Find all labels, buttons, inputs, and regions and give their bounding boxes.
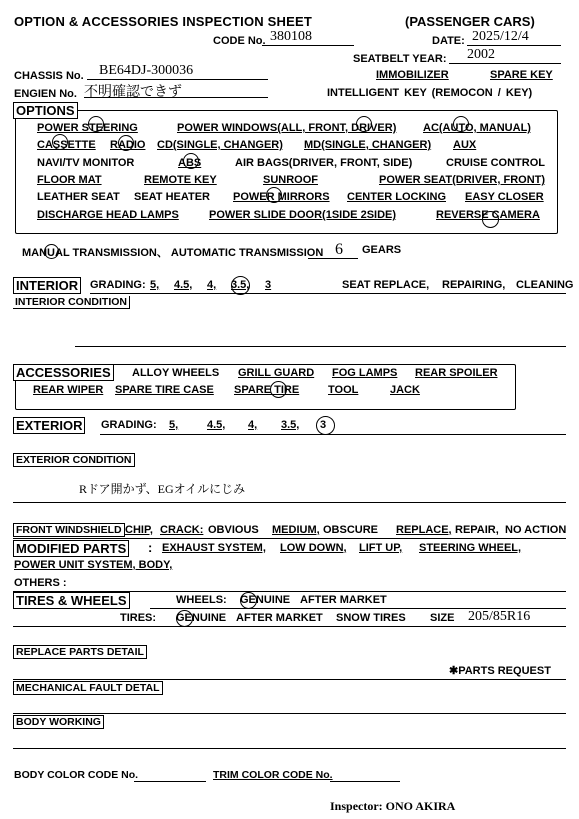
tires-genuine[interactable]: GENUINE	[176, 612, 227, 624]
option-power-windows[interactable]: POWER WINDOWS(ALL, FRONT, DRIVER)	[177, 122, 397, 134]
option-discharge-head-lamps[interactable]: DISCHARGE HEAD LAMPS	[37, 209, 179, 221]
code-value: 380108	[270, 29, 312, 44]
tires-wheels-label: TIRES & WHEELS	[13, 592, 130, 609]
interior-grade-5[interactable]: 5,	[150, 279, 160, 291]
exterior-grade-4-5[interactable]: 4.5,	[207, 419, 226, 431]
option-sunroof[interactable]: SUNROOF	[263, 174, 318, 186]
mark-circle	[118, 135, 134, 151]
acc-tool[interactable]: TOOL	[328, 384, 359, 396]
windshield-no-action[interactable]: NO ACTION	[505, 524, 567, 536]
mark-circle	[482, 211, 499, 228]
modified-exhaust[interactable]: EXHAUST SYSTEM,	[162, 542, 266, 554]
wheels-genuine[interactable]: GENUINE	[240, 594, 291, 606]
interior-seat-replace[interactable]: SEAT REPLACE,	[342, 279, 430, 291]
interior-grade-3[interactable]: 3	[265, 279, 272, 291]
sheet-title: OPTION & ACCESSORIES INSPECTION SHEET	[14, 14, 313, 29]
exterior-grade-5[interactable]: 5,	[169, 419, 179, 431]
option-remote-key[interactable]: REMOTE KEY	[144, 174, 217, 186]
tires-after-market[interactable]: AFTER MARKET	[236, 612, 323, 624]
interior-grade-4-5[interactable]: 4.5,	[174, 279, 193, 291]
acc-alloy-wheels[interactable]: ALLOY WHEELS	[132, 367, 220, 379]
option-ac[interactable]: AC(AUTO, MANUAL)	[423, 122, 531, 134]
interior-condition-line[interactable]	[75, 346, 566, 347]
chassis-label: CHASSIS No.	[14, 70, 84, 82]
date-field[interactable]	[467, 31, 561, 46]
chassis-value: BE64DJ-300036	[99, 63, 194, 78]
mark-circle	[453, 116, 469, 132]
exterior-line	[100, 434, 566, 435]
mark-circle	[176, 610, 193, 627]
exterior-grade-4[interactable]: 4,	[248, 419, 258, 431]
transmission-label: MANUAL TRANSMISSION、 AUTOMATIC TRANSMISSION	[22, 247, 324, 259]
windshield-replace[interactable]: REPLACE,	[396, 524, 452, 536]
parts-request-label: ✱PARTS REQUEST	[449, 665, 551, 677]
windshield-obvious[interactable]: OBVIOUS	[208, 524, 259, 536]
interior-grade-3-5[interactable]: 3.5,	[231, 279, 250, 291]
mark-circle	[88, 116, 104, 132]
acc-jack[interactable]: JACK	[390, 384, 420, 396]
gears-underline	[308, 258, 358, 259]
acc-rear-wiper[interactable]: REAR WIPER	[33, 384, 104, 396]
exterior-grading-label: GRADING:	[101, 419, 157, 431]
trim-color-field[interactable]	[330, 781, 400, 782]
modified-low-down[interactable]: LOW DOWN,	[280, 542, 347, 554]
tire-size-value: 205/85R16	[468, 609, 531, 624]
windshield-repair[interactable]: REPAIR,	[455, 524, 499, 536]
date-value: 2025/12/4	[472, 29, 529, 44]
option-cruise-control[interactable]: CRUISE CONTROL	[446, 157, 545, 169]
option-radio[interactable]: RADIO	[110, 139, 146, 151]
engine-value: 不明確認できず	[84, 85, 182, 100]
accessories-label: ACCESSORIES	[13, 364, 114, 381]
option-leather-seat[interactable]: LEATHER SEAT	[37, 191, 120, 203]
windshield-obscure[interactable]: OBSCURE	[323, 524, 379, 536]
body-working-label: BODY WORKING	[13, 715, 104, 729]
interior-label: INTERIOR	[13, 277, 81, 294]
mechanical-fault-line[interactable]	[13, 713, 566, 714]
interior-repairing[interactable]: REPAIRING,	[442, 279, 506, 291]
option-aux[interactable]: AUX	[453, 139, 477, 151]
engine-field[interactable]	[84, 83, 268, 98]
interior-condition-label: INTERIOR CONDITION	[13, 296, 130, 309]
date-label: DATE:	[432, 35, 465, 47]
acc-rear-spoiler[interactable]: REAR SPOILER	[415, 367, 498, 379]
seatbelt-field[interactable]	[449, 49, 561, 64]
modified-steering-wheel[interactable]: STEERING WHEEL,	[419, 542, 522, 554]
option-floor-mat[interactable]: FLOOR MAT	[37, 174, 102, 186]
option-easy-closer[interactable]: EASY CLOSER	[465, 191, 544, 203]
option-power-slide-door[interactable]: POWER SLIDE DOOR(1SIDE 2SIDE)	[209, 209, 397, 221]
wheels-label: WHEELS:	[176, 594, 227, 606]
option-seat-heater[interactable]: SEAT HEATER	[134, 191, 210, 203]
mark-circle	[183, 153, 199, 169]
body-color-label: BODY COLOR CODE No.	[14, 769, 139, 781]
option-power-steering[interactable]: POWER STEERING	[37, 122, 138, 134]
tires-snow[interactable]: SNOW TIRES	[336, 612, 406, 624]
exterior-grade-3-5[interactable]: 3.5,	[281, 419, 300, 431]
wheels-after-market[interactable]: AFTER MARKET	[300, 594, 387, 606]
mark-circle	[52, 134, 68, 150]
option-reverse-camera[interactable]: REVERSE CAMERA	[436, 209, 540, 221]
mechanical-fault-label: MECHANICAL FAULT DETAL	[13, 681, 163, 695]
exterior-label: EXTERIOR	[13, 417, 85, 434]
acc-grill-guard[interactable]: GRILL GUARD	[238, 367, 315, 379]
exterior-condition-note: Rドア開かず、EGオイルにじみ	[79, 482, 246, 496]
windshield-medium[interactable]: MEDIUM,	[272, 524, 320, 536]
option-power-mirrors[interactable]: POWER MIRRORS	[233, 191, 330, 203]
windshield-label: FRONT WINDSHIELD	[13, 523, 125, 537]
interior-grading-label: GRADING:	[90, 279, 146, 291]
acc-spare-tire-case[interactable]: SPARE TIRE CASE	[115, 384, 214, 396]
body-color-field[interactable]	[134, 781, 206, 782]
option-center-locking[interactable]: CENTER LOCKING	[347, 191, 446, 203]
modified-others-label: OTHERS :	[14, 577, 67, 589]
mark-circle	[270, 381, 287, 398]
replace-parts-line[interactable]	[13, 679, 566, 680]
options-label: OPTIONS	[13, 102, 78, 119]
mark-circle	[356, 116, 372, 132]
option-air-bags[interactable]: AIR BAGS(DRIVER, FRONT, SIDE)	[235, 157, 413, 169]
option-abs[interactable]: ABS	[178, 157, 202, 169]
mark-circle	[240, 592, 257, 609]
option-cassette[interactable]: CASSETTE	[37, 139, 96, 151]
modified-parts-label: MODIFIED PARTS	[13, 540, 129, 557]
acc-spare-tire[interactable]: SPARE TIRE	[234, 384, 300, 396]
windshield-crack[interactable]: CRACK:	[160, 524, 204, 536]
option-cd[interactable]: CD(SINGLE, CHANGER)	[157, 139, 283, 151]
gears-label: GEARS	[362, 244, 402, 256]
code-label: CODE No.	[213, 35, 266, 47]
tires-line	[13, 626, 566, 627]
modified-power-unit-body[interactable]: POWER UNIT SYSTEM, BODY,	[14, 559, 173, 571]
spare-key-label: SPARE KEY	[490, 69, 553, 81]
acc-fog-lamps[interactable]: FOG LAMPS	[332, 367, 398, 379]
interior-line	[90, 293, 566, 294]
exterior-condition-line[interactable]	[13, 502, 566, 503]
replace-parts-label: REPLACE PARTS DETAIL	[13, 645, 147, 659]
option-md[interactable]: MD(SINGLE, CHANGER)	[304, 139, 432, 151]
modified-colon: :	[148, 540, 153, 555]
engine-label: ENGIEN No.	[14, 88, 77, 100]
interior-grade-4[interactable]: 4,	[207, 279, 217, 291]
modified-lift-up[interactable]: LIFT UP,	[359, 542, 403, 554]
exterior-condition-label: EXTERIOR CONDITION	[13, 453, 135, 467]
intelligent-key-label: INTELLIGENT KEY (REMOCON / KEY)	[327, 87, 533, 99]
tire-size-label: SIZE	[430, 612, 455, 624]
chassis-field[interactable]	[87, 65, 268, 80]
exterior-grade-3[interactable]: 3	[320, 419, 327, 431]
option-power-seat[interactable]: POWER SEAT(DRIVER, FRONT)	[379, 174, 546, 186]
gears-value: 6	[335, 241, 343, 258]
windshield-line	[13, 538, 566, 539]
mark-circle	[266, 187, 282, 203]
body-working-line[interactable]	[13, 748, 566, 749]
immobilizer-label: IMMOBILIZER	[376, 69, 449, 81]
interior-cleaning[interactable]: CLEANING	[516, 279, 574, 291]
mark-circle	[316, 416, 335, 435]
seatbelt-label: SEATBELT YEAR:	[353, 53, 447, 65]
trim-color-label: TRIM COLOR CODE No.	[213, 769, 333, 781]
sheet-subtitle: (PASSENGER CARS)	[405, 14, 535, 29]
seatbelt-value: 2002	[467, 47, 495, 62]
tires-label: TIRES:	[120, 612, 157, 624]
mark-circle	[44, 244, 59, 259]
inspector-name: Inspector: ONO AKIRA	[330, 799, 456, 813]
windshield-chip[interactable]: CHIP,	[125, 524, 153, 536]
code-field[interactable]	[262, 31, 354, 46]
option-navi-tv[interactable]: NAVI/TV MONITOR	[37, 157, 135, 169]
